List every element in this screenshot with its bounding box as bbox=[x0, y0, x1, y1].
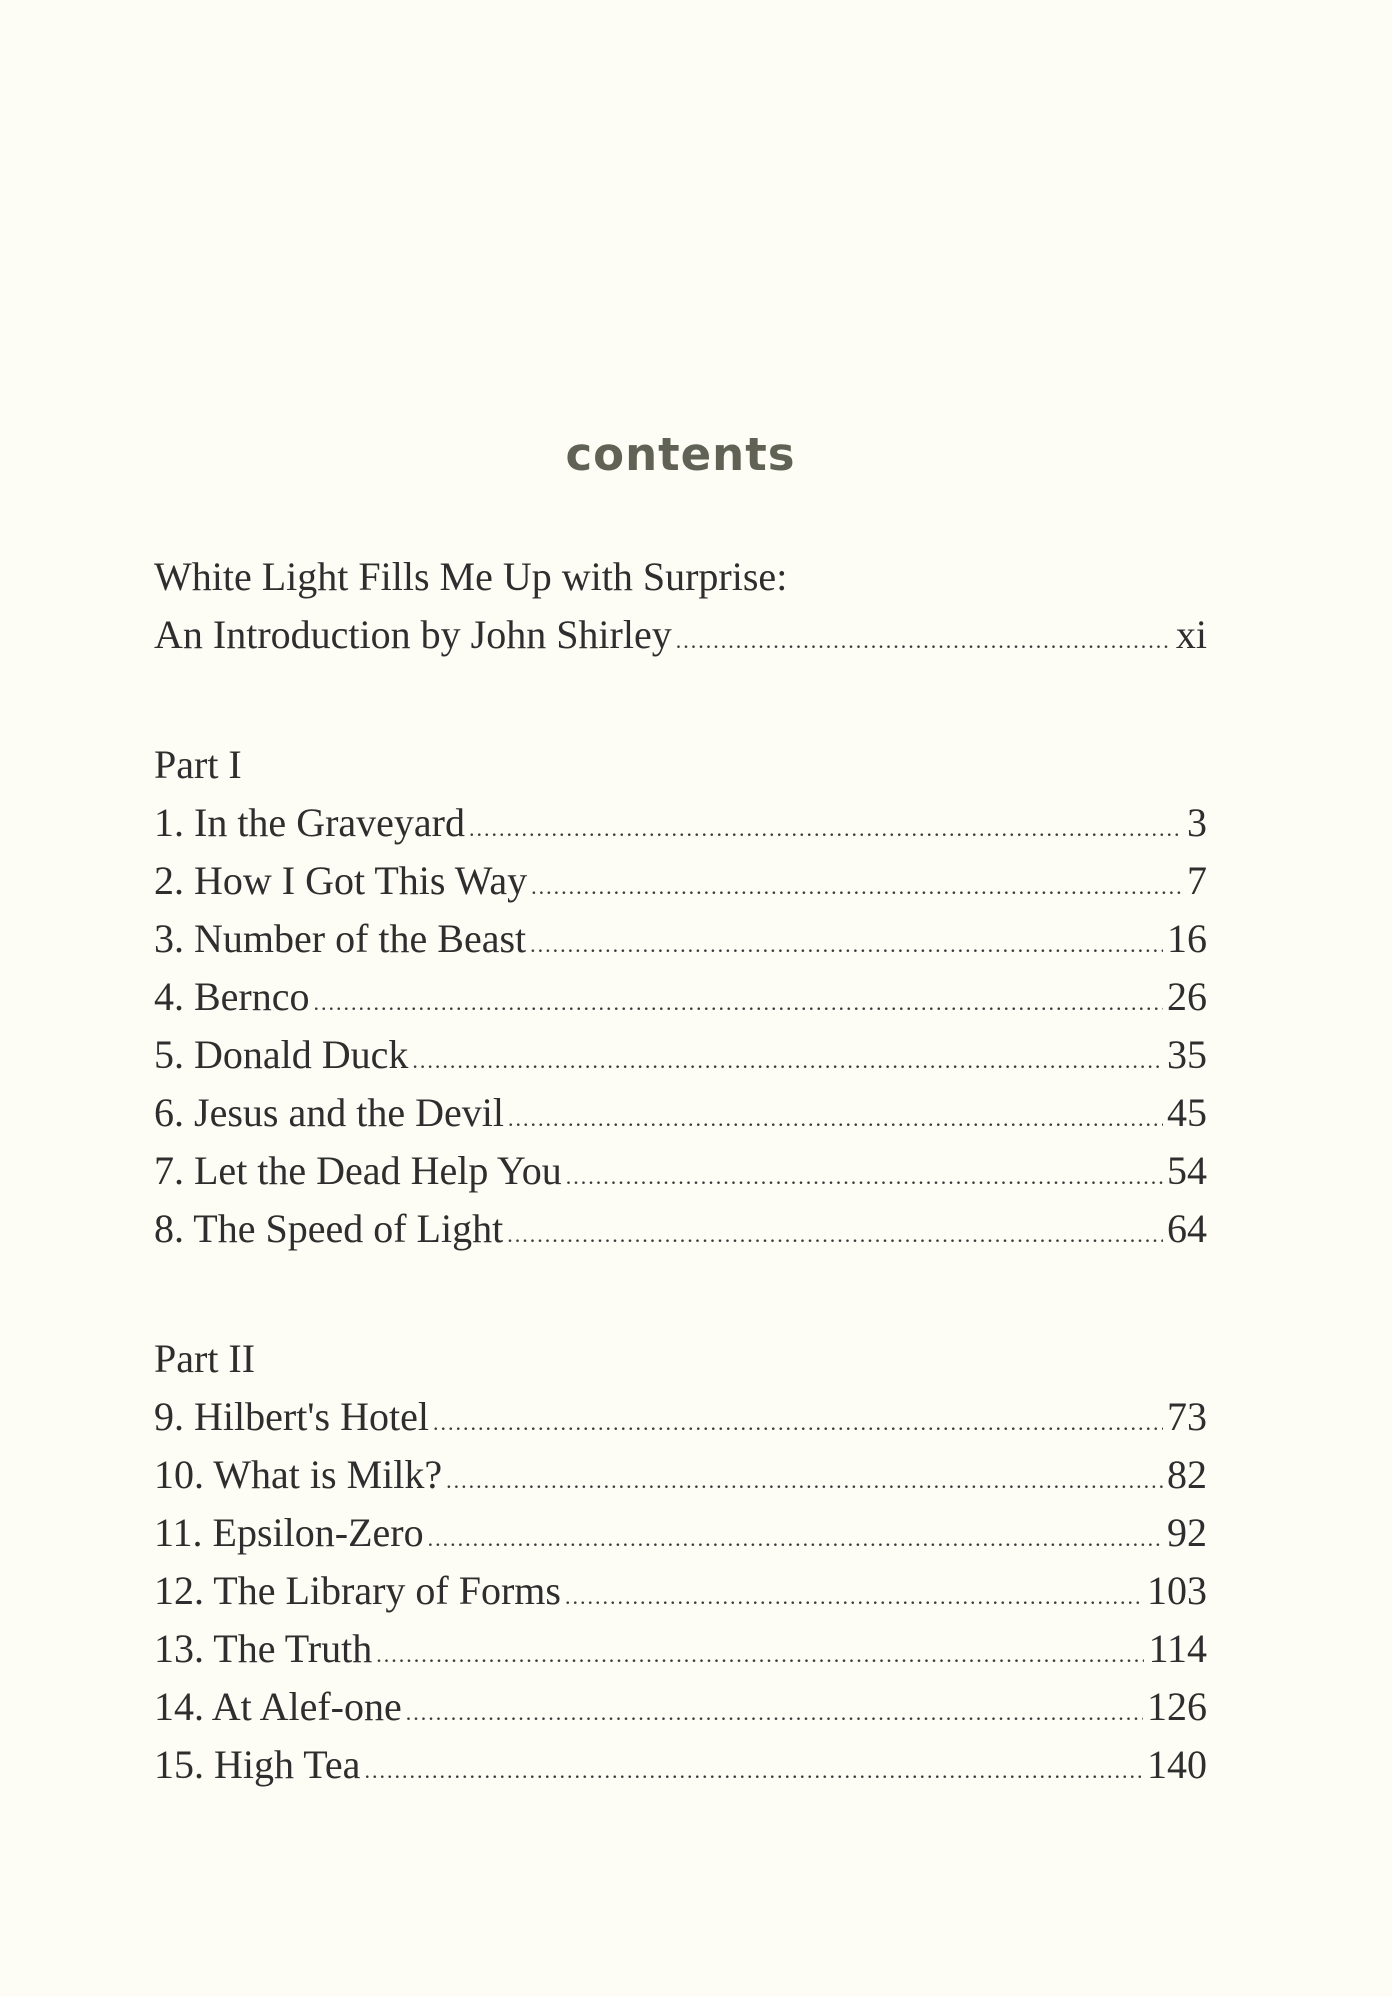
dot-leader bbox=[566, 1148, 1163, 1206]
toc-entry-title: 15. High Tea bbox=[154, 1742, 361, 1787]
toc-entry-page: 26 bbox=[1167, 974, 1207, 1019]
toc-entry-page: 140 bbox=[1147, 1742, 1207, 1787]
intro-title-line: White Light Fills Me Up with Surprise: bbox=[154, 554, 788, 599]
dot-leader bbox=[565, 1568, 1143, 1626]
toc-entry-page: 82 bbox=[1167, 1452, 1207, 1497]
toc-entry-intro bbox=[154, 606, 1207, 664]
toc-entry-page: 7 bbox=[1187, 858, 1207, 903]
toc-entry bbox=[154, 1026, 1207, 1084]
dot-leader bbox=[530, 916, 1163, 974]
toc-entry bbox=[154, 794, 1207, 852]
dot-leader bbox=[446, 1452, 1163, 1510]
toc-entry-title: 11. Epsilon-Zero bbox=[154, 1510, 424, 1555]
toc-entry-title: An Introduction by John Shirley bbox=[154, 612, 672, 657]
toc-entry bbox=[154, 1446, 1207, 1504]
dot-leader bbox=[469, 800, 1183, 858]
dot-leader bbox=[406, 1684, 1143, 1742]
toc-entry-page: 45 bbox=[1167, 1090, 1207, 1135]
dot-leader bbox=[507, 1206, 1163, 1264]
toc-entry bbox=[154, 1736, 1207, 1794]
dot-leader bbox=[376, 1626, 1144, 1684]
toc-entry-title: 9. Hilbert's Hotel bbox=[154, 1394, 429, 1439]
toc-entry-title: 1. In the Graveyard bbox=[154, 800, 465, 845]
dot-leader bbox=[531, 858, 1183, 916]
dot-leader bbox=[364, 1742, 1143, 1800]
toc-entry-title: 3. Number of the Beast bbox=[154, 916, 527, 961]
dot-leader bbox=[676, 612, 1172, 670]
toc-entry-title: 7. Let the Dead Help You bbox=[154, 1148, 562, 1193]
toc-entry bbox=[154, 1620, 1207, 1678]
toc-entry bbox=[154, 1142, 1207, 1200]
toc-entry-title: 2. How I Got This Way bbox=[154, 858, 528, 903]
toc-entry-page: 54 bbox=[1167, 1148, 1207, 1193]
toc-entry bbox=[154, 1200, 1207, 1258]
dot-leader bbox=[314, 974, 1163, 1032]
toc-entry-title: 5. Donald Duck bbox=[154, 1032, 409, 1077]
toc-entry-page: 114 bbox=[1148, 1626, 1207, 1671]
dot-leader bbox=[433, 1394, 1163, 1452]
toc-entry bbox=[154, 968, 1207, 1026]
page-heading: contents bbox=[565, 428, 796, 481]
toc-entry bbox=[154, 1504, 1207, 1562]
toc-entry bbox=[154, 1084, 1207, 1142]
toc-entry-title: 6. Jesus and the Devil bbox=[154, 1090, 504, 1135]
toc-entry-title: 13. The Truth bbox=[154, 1626, 373, 1671]
dot-leader bbox=[428, 1510, 1163, 1568]
toc-entry-title: 8. The Speed of Light bbox=[154, 1206, 504, 1251]
table-of-contents bbox=[154, 548, 1207, 1794]
dot-leader bbox=[508, 1090, 1163, 1148]
part-label: Part II bbox=[154, 1336, 256, 1381]
toc-entry bbox=[154, 1678, 1207, 1736]
part-label: Part I bbox=[154, 742, 242, 787]
toc-entry-title: 14. At Alef-one bbox=[154, 1684, 402, 1729]
toc-entry-title: 12. The Library of Forms bbox=[154, 1568, 561, 1613]
toc-entry bbox=[154, 852, 1207, 910]
toc-entry-page: 126 bbox=[1147, 1684, 1207, 1729]
toc-entry-page: 73 bbox=[1167, 1394, 1207, 1439]
toc-entry-title: 4. Bernco bbox=[154, 974, 310, 1019]
toc-entry-page: 16 bbox=[1167, 916, 1207, 961]
toc-entry bbox=[154, 910, 1207, 968]
toc-entry-page: 103 bbox=[1147, 1568, 1207, 1613]
toc-entry-page: xi bbox=[1175, 612, 1207, 657]
toc-entry-page: 3 bbox=[1187, 800, 1207, 845]
toc-entry-page: 35 bbox=[1167, 1032, 1207, 1077]
toc-entry-page: 92 bbox=[1167, 1510, 1207, 1555]
toc-entry-page: 64 bbox=[1167, 1206, 1207, 1251]
dot-leader bbox=[412, 1032, 1163, 1090]
toc-entry-title: 10. What is Milk? bbox=[154, 1452, 443, 1497]
toc-entry bbox=[154, 1388, 1207, 1446]
toc-entry bbox=[154, 1562, 1207, 1620]
toc-page bbox=[154, 0, 1207, 1996]
